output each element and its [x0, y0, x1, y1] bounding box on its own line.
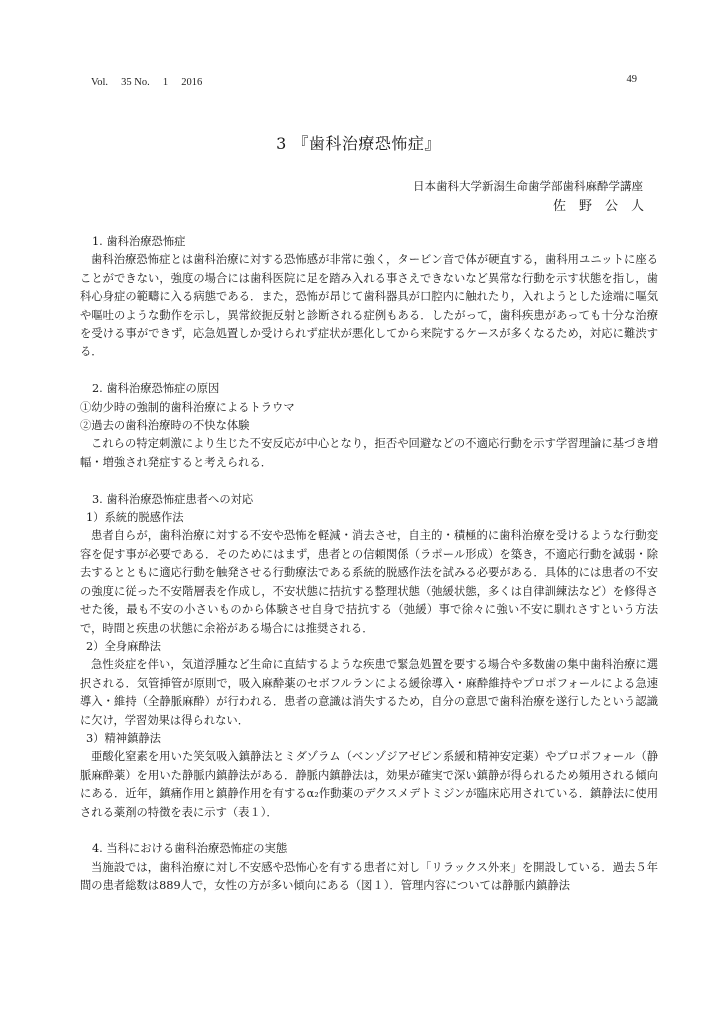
page-number: 49 — [626, 74, 637, 85]
section-4-heading: 4. 当科における歯科治療恐怖症の実態 — [92, 842, 288, 856]
article-title: 3 『歯科治療恐怖症』 — [276, 134, 441, 153]
subsection-1-heading: 1）系統的脱感作法 — [86, 511, 184, 525]
subsection-1-paragraph: 患者自らが，歯科治療に対する不安や恐怖を軽減・消去させ，自主的・積極的に歯科治療を受けるような行動変容を促す事が必要である．そのためにはまず，患者との信頼関係（ラポール形成）を築き，不適応行動を減弱・除去するとともに適応行動を触発させる行動療法である系統的脱感作法を試みる必要がある．具体的には患者の不安の強度に従った不安階層表を作成し，不安状態に拮抗する整理状態（弛緩状態，多くは自律訓練法など）を修得させた後，最も不安の小さいものから体験させ自身で拮抗する（弛緩）事で徐々に強い不安に馴れさすという方法で，時間と疾患の状態に余裕がある場合には推奨される． — [80, 529, 658, 635]
section-4-paragraph: 当施設では，歯科治療に対し不安感や恐怖心を有する患者に対し「リラックス外来」を開設している．過去５年間の患者総数は889人で，女性の方が多い傾向にある（図１）．管理内容については静脈内鎮静法 — [80, 860, 658, 893]
section-2-heading: 2. 歯科治療恐怖症の原因 — [92, 382, 220, 396]
running-header — [91, 74, 637, 90]
cause-item-2: ②過去の歯科治療時の不快な体験 — [80, 419, 250, 433]
subsection-3-heading: 3）精神鎮静法 — [86, 731, 161, 745]
section-1-paragraph: 歯科治療恐怖症とは歯科治療に対する恐怖感が非常に強く，タービン音で体が硬直する，歯科用ユニットに座ることができない，強度の場合には歯科医院に足を踏み入れる事さえできないなど異常な行動を示す状態を指し，歯科心身症の範疇に入る病態である．また，恐怖が昂じて歯科器具が口腔内に触れたり，入れようとした途端に嘔気や嘔吐のような動作を示し，異常絞扼反射と診断される症例もある．したがって，歯科疾患があっても十分な治療を受ける事ができず，応急処置しか受けられず症状が悪化してから来院するケースが多くなるため，対応に難渋する． — [80, 253, 658, 359]
section-1-heading: 1. 歯科治療恐怖症 — [92, 235, 186, 248]
author-name: 佐野公人 — [552, 199, 657, 214]
author-affiliation: 日本歯科大学新潟生命歯学部歯科麻酔学講座 — [413, 179, 643, 193]
subsection-3-paragraph: 亜酸化窒素を用いた笑気吸入鎮静法とミダゾラム（ベンゾジアゼピン系緩和精神安定薬）やプロポフォール（静脈麻酔薬）を用いた静脈内鎮静法がある．静脈内鎮静法は，効果が確実で深い鎮静が得られるため頻用される傾向にある．近年，鎮痛作用と鎮静作用を有するα₂作動薬のデクスメデトミジンが臨床応用されている．鎮静法に使用される薬剤の特徴を表に示す（表１）． — [80, 750, 658, 819]
cause-item-1: ①幼少時の強制的歯科治療によるトラウマ — [80, 400, 295, 414]
subsection-2-heading: 2）全身麻酔法 — [86, 639, 161, 653]
section-3-heading: 3. 歯科治療恐怖症患者への対応 — [92, 492, 254, 506]
section-2-paragraph: これらの特定刺激により生じた不安反応が中心となり，拒否や回避などの不適応行動を示す学習理論に基づき増幅・増強され発症すると考えられる． — [80, 437, 658, 469]
subsection-2-paragraph: 急性炎症を伴い，気道浮腫など生命に直結するような疾患で緊急処置を要する場合や多数歯の集中歯科治療に選択される．気管挿管が原則で，吸入麻酔薬のセボフルランによる緩徐導入・麻酔維持やプロポフォールによる急速導入・維持（全静脈麻酔）が行われる．患者の意識は消失するため，自分の意思で歯科治療を遂行したという認識に欠け，学習効果は得られない． — [80, 658, 658, 727]
volume-info: Vol. 35 No. 1 2016 — [91, 77, 203, 88]
article-body — [80, 233, 658, 896]
